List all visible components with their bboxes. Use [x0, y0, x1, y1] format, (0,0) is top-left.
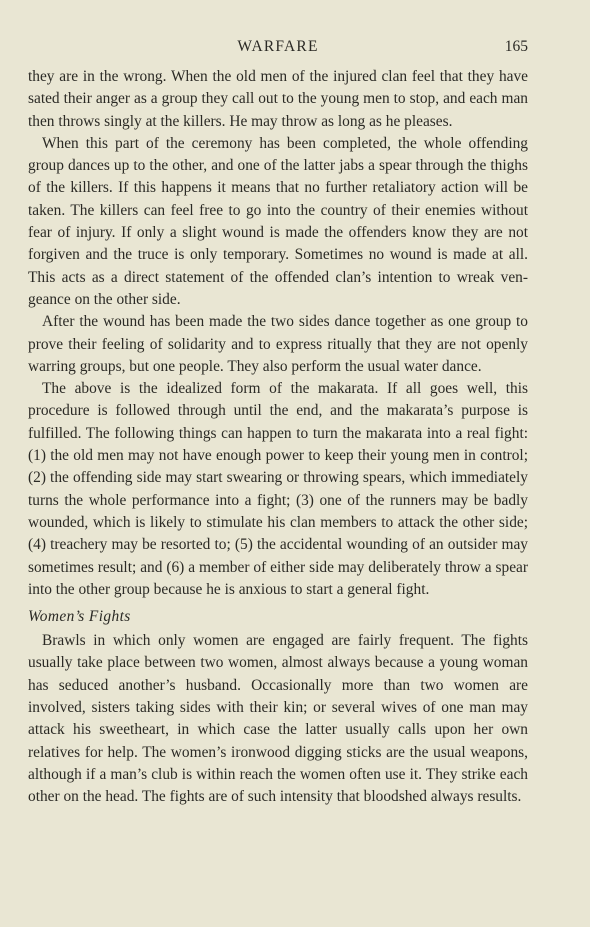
paragraph: After the wound has been made the two sides dance together as one group to prove their feeling of solidarity and to express ritually that they are not openly warring groups, but one people. They also perform the usual water dance.	[28, 313, 528, 375]
body-text	[28, 66, 528, 809]
paragraph: Brawls in which only women are engaged are fairly frequent. The fights usually take place between two women, almost always because a young woman has seduced another’s husband. Occasionally more than two women are involved, sisters taking sides with their kin; or several wives of one man may attack his sweetheart, in which case the latter usually calls upon her own relatives for help. The women’s ironwood digging sticks are the usual weapons, although if a man’s club is within reach the women often use it. They strike each other on the head. The fights are of such intensity that bloodshed always results.	[28, 632, 528, 806]
paragraph: When this part of the ceremony has been completed, the whole offending group dances up to the other, and one of the latter jabs a spear through the thighs of the killers. If this happens it means that no further retaliatory action will be taken. The killers can feel free to go into the country of their enemies without fear of injury. If only a slight wound is made the offenders know they are not forgiven and the truce is only temporary. Sometimes no wound is made at all. This acts as a direct statement of the offended clan’s intention to wreak vengeance on the other side.	[28, 134, 528, 308]
section-heading: Women’s Fights	[28, 608, 131, 626]
paragraph: they are in the wrong. When the old men of the injured clan feel that they have sated their anger as a group they call out to the young men to stop, and each man then throws singly at the killers. He may throw as long as he pleases.	[28, 68, 528, 130]
running-head: WARFARE	[237, 38, 319, 55]
page-header	[28, 38, 528, 60]
paragraph: The above is the idealized form of the makarata. If all goes well, this procedure is followed through until the end, and the makarata’s purpose is fulfilled. The following things can happen to turn the makarata into a real fight: (1) the old men may not have enough power to keep their young men in control; (2) the offending side may start swearing or throwing spears, which immediately turns the whole performance into a fight; (3) one of the runners may be badly wounded, which is likely to stimulate his clan members to attack the other side; (4) treachery may be resorted to; (5) the accidental wounding of an outsider may sometimes result; and (6) a member of either side may deliberately throw a spear into the other group because he is anxious to start a general fight.	[28, 380, 528, 598]
page-number: 165	[504, 38, 528, 55]
